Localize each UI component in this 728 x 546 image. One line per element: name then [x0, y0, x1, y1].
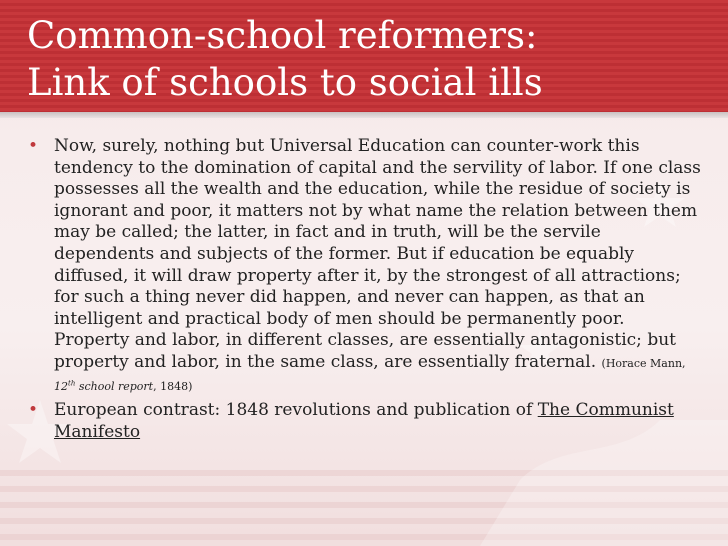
- communist-manifesto-link[interactable]: The Communist Manifesto: [54, 400, 674, 442]
- citation-close: , 1848): [153, 379, 193, 393]
- citation-number: 12: [54, 379, 68, 393]
- bullet-quote: [24, 136, 704, 397]
- contrast-text: European contrast: 1848 revolutions and publication of: [54, 400, 538, 421]
- citation-superscript: th: [68, 378, 76, 387]
- bullet-dot-icon: •: [28, 400, 39, 421]
- title-line-2: Link of schools to social ills: [27, 61, 543, 104]
- bullet-european-contrast: [24, 400, 704, 443]
- bullet-dot-icon: •: [28, 136, 39, 156]
- slide-title: [27, 12, 543, 106]
- banner-divider: [0, 112, 728, 118]
- citation-open: (Horace Mann,: [601, 356, 686, 370]
- title-line-1: Common-school reformers:: [27, 14, 538, 57]
- citation-title: [54, 380, 153, 393]
- citation-title-text: school report: [75, 379, 154, 393]
- bullet-list: [24, 136, 704, 446]
- quote-text: Now, surely, nothing but Universal Education can counter-work this tendency to the domination of capital and the servility of labor. If one class possesses all the wealth and the education, while the residue of society is ignorant and poor, it matters not by what name the relation between them may be called; the latter, in fact and in truth, will be the servile dependents and subjects of the former. But if education be equably diffused, it will draw property after it, by the strongest of all attractions; for such a thing never did happen, and never can happen, as that an intelligent and practical body of men should be permanently poor. Property and labor, in different classes, are essentially antagonistic; but property and labor, in the same class, are essentially fraternal.: [54, 136, 701, 372]
